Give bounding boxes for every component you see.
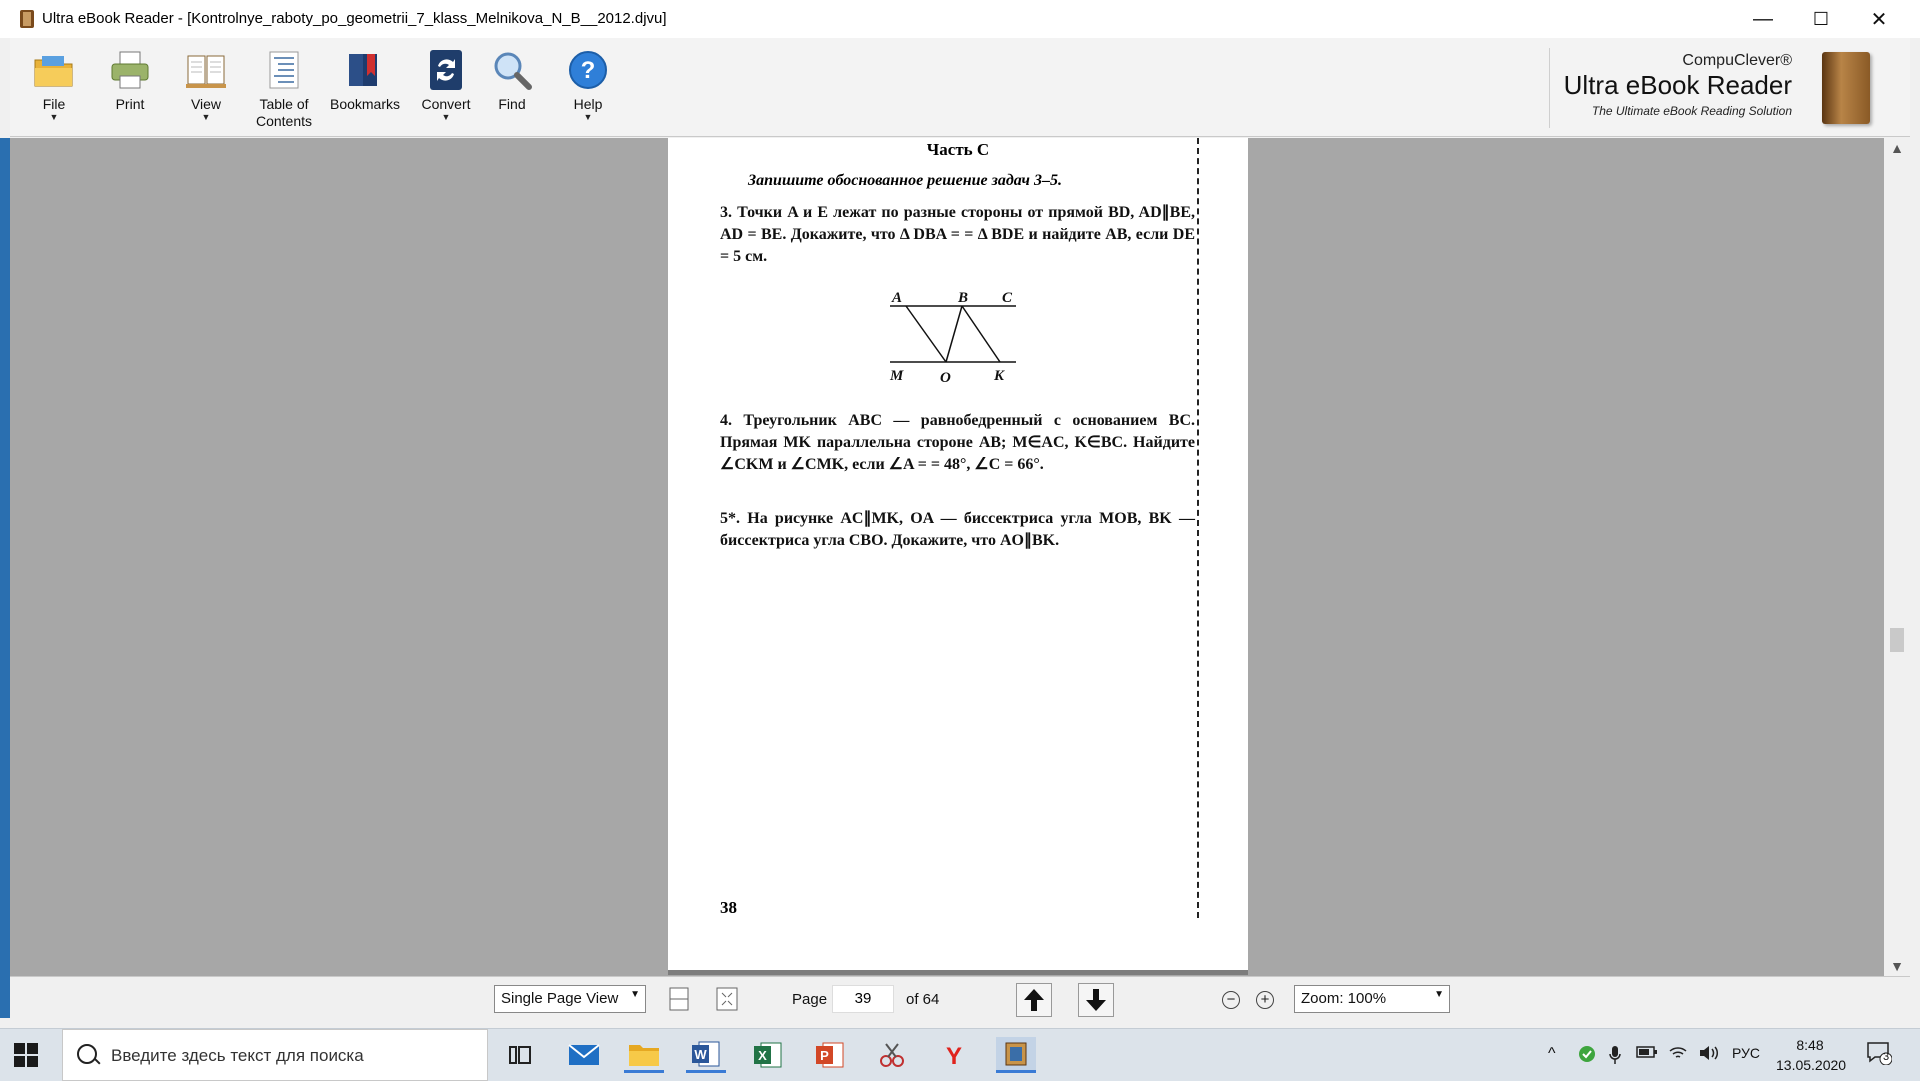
task-5-text: 5*. На рисунке AC∥MK, OA — биссектриса угла MOB, BK — биссектриса угла CBO. Докажите, что AO∥BK.: [720, 510, 1195, 549]
task-4-text: 4. Треугольник ABC — равнобедренный с основанием BC. Прямая MK параллельна стороне AB; M∈AC, K∈BC. Найдите ∠CKM и ∠CMK, если ∠A = = 48°, ∠C = 66°.: [720, 412, 1195, 473]
file-explorer-icon[interactable]: [624, 1037, 664, 1073]
convert-dropdown-caret: ▼: [441, 112, 451, 122]
task-3-text: 3. Точки A и E лежат по разные стороны от прямой BD, AD∥BE, AD = BE. Докажите, что Δ DBA = = Δ BDE и найдите AB, если DE = 5 см.: [720, 204, 1195, 265]
page-label: Page: [792, 991, 828, 1008]
yandex-browser-icon[interactable]: [934, 1037, 974, 1073]
volume-icon[interactable]: [1698, 1045, 1720, 1064]
brand-company: CompuClever®: [1682, 52, 1792, 69]
view-mode-dropdown-icon: ▼: [630, 989, 640, 1000]
figure-label-c: C: [1002, 290, 1013, 306]
table-of-contents-button[interactable]: [244, 48, 324, 130]
convert-icon: [424, 48, 468, 92]
windows-taskbar: [0, 1028, 1920, 1081]
brand-tagline: The Ultimate eBook Reading Solution: [1591, 104, 1792, 118]
file-dropdown-caret: ▼: [49, 112, 59, 122]
powerpoint-icon[interactable]: [810, 1037, 850, 1073]
wifi-icon[interactable]: [1668, 1045, 1688, 1064]
geometry-figure: [888, 288, 1048, 388]
show-hidden-icons-chevron-icon[interactable]: ^: [1548, 1045, 1556, 1062]
document-viewer[interactable]: [10, 138, 1884, 976]
maximize-button[interactable]: ☐: [1812, 8, 1830, 29]
next-page-arrow-icon[interactable]: [1078, 983, 1114, 1017]
page-number-input[interactable]: 39: [832, 985, 894, 1013]
svg-text:P: P: [820, 1048, 829, 1063]
help-dropdown-caret: ▼: [583, 112, 593, 122]
view-mode-value: Single Page View: [501, 990, 619, 1007]
zoom-dropdown-icon: ▼: [1434, 989, 1444, 1000]
file-button[interactable]: [18, 48, 90, 122]
print-button[interactable]: [94, 48, 166, 112]
figure-label-k: K: [994, 368, 1005, 384]
scroll-down-arrow-icon[interactable]: ▼: [1890, 958, 1904, 974]
svg-text:Y: Y: [945, 1043, 963, 1069]
instruction-text: Запишите обоснованное решение задач 3–5.: [748, 172, 1062, 189]
find-button[interactable]: [476, 48, 548, 112]
search-placeholder: Введите здесь текст для поиска: [111, 1046, 364, 1065]
zoom-out-button[interactable]: −: [1222, 991, 1240, 1009]
zoom-select[interactable]: [1294, 985, 1450, 1013]
magnifier-icon: [490, 48, 534, 92]
close-button[interactable]: ✕: [1870, 8, 1888, 31]
find-label: Find: [498, 96, 526, 112]
table-of-contents-label: Table of Contents: [255, 96, 313, 129]
microphone-icon[interactable]: [1608, 1045, 1622, 1068]
excel-icon[interactable]: [748, 1037, 788, 1073]
ebook-reader-taskbar-icon[interactable]: [996, 1037, 1036, 1073]
language-indicator[interactable]: РУС: [1732, 1045, 1761, 1061]
bookmarks-icon: [343, 48, 387, 92]
view-mode-select[interactable]: [494, 985, 646, 1013]
clock-time: 8:48: [1796, 1037, 1824, 1053]
vertical-scrollbar[interactable]: [1884, 138, 1910, 976]
page-number: 38: [720, 898, 737, 917]
book-view-icon: [184, 48, 228, 92]
help-button[interactable]: [552, 48, 624, 122]
single-page-icon[interactable]: [666, 985, 692, 1013]
scissors-icon[interactable]: [872, 1037, 912, 1073]
task-view-icon[interactable]: [500, 1037, 540, 1073]
help-icon: [566, 48, 610, 92]
scroll-up-arrow-icon[interactable]: ▲: [1890, 140, 1904, 156]
convert-label: Convert: [421, 96, 471, 112]
clock-date: 13.05.2020: [1776, 1057, 1847, 1073]
search-icon: [77, 1044, 97, 1064]
file-label: File: [42, 96, 66, 112]
word-icon[interactable]: [686, 1037, 726, 1073]
brand-logo: [1549, 48, 1880, 128]
battery-icon[interactable]: [1636, 1045, 1658, 1062]
total-pages: of 64: [906, 991, 940, 1008]
brand-product: Ultra eBook Reader: [1563, 70, 1792, 100]
document-page: [668, 138, 1248, 975]
convert-button[interactable]: [410, 48, 482, 122]
figure-label-o: O: [940, 370, 951, 386]
svg-text:W: W: [694, 1046, 707, 1062]
bookmarks-label: Bookmarks: [329, 96, 401, 112]
main-toolbar: [10, 38, 1910, 137]
notification-count: 3: [1883, 1051, 1890, 1063]
system-clock[interactable]: [1776, 1035, 1847, 1075]
zoom-value: Zoom: 100%: [1301, 990, 1387, 1007]
svg-text:X: X: [758, 1048, 767, 1063]
folder-icon: [32, 48, 76, 92]
figure-label-m: M: [890, 368, 904, 384]
start-button[interactable]: [14, 1043, 38, 1067]
app-book-icon: [20, 10, 34, 28]
page-cut-line: [1197, 138, 1199, 918]
print-label: Print: [115, 96, 145, 112]
scroll-thumb[interactable]: [1890, 628, 1904, 652]
figure-label-b: B: [958, 290, 969, 306]
printer-icon: [108, 48, 152, 92]
svg-text:?: ?: [580, 57, 596, 84]
previous-page-arrow-icon[interactable]: [1016, 983, 1052, 1017]
view-label: View: [190, 96, 222, 112]
notifications-icon[interactable]: [1866, 1041, 1892, 1068]
figure-label-a: A: [892, 290, 903, 306]
desktop-edge: [0, 138, 10, 1018]
status-bar: [10, 976, 1910, 1021]
window-title: Ultra eBook Reader - [Kontrolnye_raboty_po_geometrii_7_klass_Melnikova_N_B__2012.djvu]: [42, 10, 667, 27]
view-dropdown-caret: ▼: [201, 112, 211, 122]
help-label: Help: [573, 96, 603, 112]
security-shield-icon[interactable]: [1578, 1045, 1596, 1066]
zoom-in-button[interactable]: +: [1256, 991, 1274, 1009]
ebook-logo-icon: [1822, 52, 1870, 124]
mail-icon[interactable]: [564, 1037, 604, 1073]
taskbar-search-box[interactable]: [62, 1029, 488, 1081]
minimize-button[interactable]: —: [1753, 7, 1773, 30]
table-of-contents-icon: [262, 48, 306, 92]
bookmarks-button[interactable]: [322, 48, 408, 112]
fit-page-icon[interactable]: [714, 985, 740, 1013]
view-button[interactable]: [170, 48, 242, 122]
part-title: Часть С: [926, 140, 990, 159]
title-bar: [0, 0, 1920, 38]
